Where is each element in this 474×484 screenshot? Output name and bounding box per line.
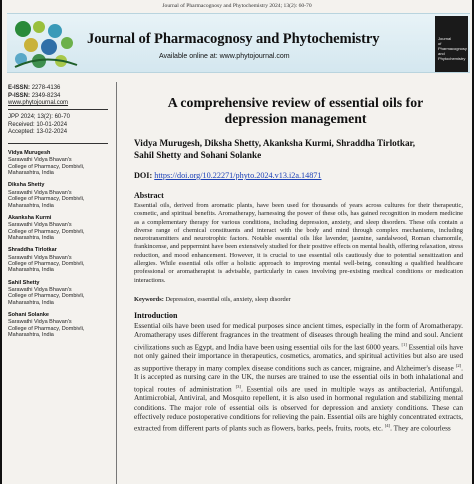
cover-text: Pharmacognosy xyxy=(438,46,467,51)
author-line: Sahil Shetty and Sohani Solanke xyxy=(134,149,262,160)
journal-cover-thumbnail xyxy=(435,16,468,72)
title-line: A comprehensive review of essential oils for xyxy=(167,95,424,110)
affiliation-line: College of Pharmacy, Dombivli, xyxy=(8,293,85,300)
author-line: Vidya Murugesh, Diksha Shetty, Akanksha Kurmi, Shraddha Tirlotkar, xyxy=(134,138,416,148)
introduction-heading: Introduction xyxy=(134,310,178,320)
affiliation-line: College of Pharmacy, Dombivli, xyxy=(8,196,85,203)
introduction-text xyxy=(134,321,463,433)
intro-text: . It is accepted as nursing care in the UK, the nurses are trained to use the essential oils in both inhalational and topical routes of administration xyxy=(134,363,463,394)
affiliation-line: Sarawathi Vidya Bhavan's xyxy=(8,254,72,261)
eissn-line xyxy=(8,85,114,93)
keywords-text: Depression, essential oils, anxiety, sleep disorder xyxy=(165,295,291,303)
abstract-heading: Abstract xyxy=(134,191,164,200)
cover-text: of xyxy=(438,41,442,46)
received-date: Received: 10-01-2024 xyxy=(8,121,68,128)
author-name: Akanksha Kurmi xyxy=(8,214,52,221)
journal-website-link[interactable]: www.phytojournal.com xyxy=(8,100,69,107)
keywords-line xyxy=(134,296,469,303)
affiliation-line: Maharashtra, India xyxy=(8,299,54,306)
meta-divider xyxy=(8,109,108,111)
abstract-text: Essential oils, derived from aromatic plants, have been used for thousands of years across cultures for their therapeutic, cosmetic, and spiritual benefits. Aromatherapy, harnessing the power of these oils, has gained recognition in modern medicine as a complementary therapy for various conditions, including depression, anxiety, and sleep disorders. These oils contain a diverse range of chemical constituents and interact with the body and mind through complex mechanisms, including neurotransmitters and neurotrophic factors. Notable essential oils like lavender, jasmine, sandalwood, Roman chamomile, frankincense, and peppermint have been extensively studied for their positive effects on mental health, offering relaxation, stress reduction, and mood enhancement. However, it is crucial to use essential oils cautiously due to potential sensitization and allergies. While essential oils offer a holistic approach to improving mental well-being, consulting a qualified healthcare professional or aromatherapist is advisable, particularly in cases involving pre-existing medical conditions or medication interactions. xyxy=(134,202,463,284)
intro-text: . Essential oils are used in multiple ways as antibacterial, Antifungal, Antimicrobial, Antiviral, and Mosquito repellent, it is also used in hormonal regulation and stabilizing mental conditions. The major role of essential oils is observed for depression and anxiety conditions. These can effectively reduce postoperative conditions for relieving the pain. Essential oils are highly concentrated extracts, extracted from different parts of plants such as flowers, barks, peels, fruits, roots, etc. xyxy=(134,384,463,433)
article-page xyxy=(2,0,472,484)
affiliation-line: Maharashtra, India xyxy=(8,332,54,339)
affiliation-line: Maharashtra, India xyxy=(8,170,54,177)
journal-url-line: Available online at: www.phytojournal.com xyxy=(159,53,290,60)
sidebar-metadata xyxy=(8,85,114,345)
intro-text: Essential oils have not only gained their importance in therapeutics, cosmetics, aromatics, and spiritual activities but also are used as supportive therapy in many complex disease conditions such as cancer, migraine, and Alzheimer's disease xyxy=(134,341,463,372)
meta-value: 2278-4136 xyxy=(31,85,61,91)
author-list xyxy=(134,138,469,161)
meta-label: E-ISSN: xyxy=(8,85,31,91)
affiliation-block xyxy=(8,247,114,273)
pissn-line xyxy=(8,93,114,101)
journal-logo-icon xyxy=(9,17,81,71)
journal-banner xyxy=(7,13,470,73)
citation-ref[interactable]: [4] xyxy=(384,423,391,429)
affiliation-line: Maharashtra, India xyxy=(8,202,54,209)
affiliation-line: Sarawathi Vidya Bhavan's xyxy=(8,319,72,326)
doi-link[interactable]: https://doi.org/10.22271/phyto.2024.v13.i2a.14871 xyxy=(154,171,322,180)
affiliation-line: Sarawathi Vidya Bhavan's xyxy=(8,157,72,164)
author-name: Diksha Shetty xyxy=(8,182,45,189)
author-name: Shraddha Tirlotkar xyxy=(8,247,57,254)
intro-text: Essential oils have been used for medical purposes since ancient times, especially in the form of Aromatherapy. Aromatherapy uses different fragrances in the treatment of diseases through healing the mind and soul. Ancient civilizations such as Egypt, and India have been using essential oils for the last 6000 years. xyxy=(134,320,463,351)
meta-divider xyxy=(8,143,108,144)
doi-line xyxy=(134,171,469,180)
author-name: Sohani Solanke xyxy=(8,312,49,319)
cover-text: Phytochemistry xyxy=(438,56,466,61)
affiliation-block xyxy=(8,215,114,241)
citation-line: JPP 2024; 13(2): 60-70 xyxy=(8,114,70,121)
author-name: Vidya Murugesh xyxy=(8,150,51,157)
keywords-label: Keywords: xyxy=(134,295,164,303)
affiliation-line: Sarawathi Vidya Bhavan's xyxy=(8,222,72,229)
affiliation-line: College of Pharmacy, Dombivli, xyxy=(8,163,85,170)
article-title xyxy=(122,95,469,126)
author-name: Sahil Shetty xyxy=(8,279,40,286)
affiliation-line: Maharashtra, India xyxy=(8,234,54,241)
affiliation-block xyxy=(8,150,114,176)
citation-ref[interactable]: [3] xyxy=(235,383,241,389)
journal-name: Journal of Pharmacognosy and Phytochemistry xyxy=(87,31,380,47)
affiliation-line: Sarawathi Vidya Bhavan's xyxy=(8,286,72,293)
running-head: Journal of Pharmacognosy and Phytochemistry 2024; 13(2): 60-70 xyxy=(162,3,312,9)
doi-label: DOI: xyxy=(134,171,153,180)
meta-label: P-ISSN: xyxy=(8,92,31,99)
column-divider xyxy=(116,82,117,484)
affiliation-line: College of Pharmacy, Dombivli, xyxy=(8,325,85,332)
affiliation-line: College of Pharmacy, Dombivli, xyxy=(8,228,85,235)
citation-ref[interactable]: [1] xyxy=(401,341,407,347)
affiliation-block xyxy=(8,280,114,306)
article-main xyxy=(122,82,469,433)
intro-text: . They are colourless xyxy=(390,423,451,433)
affiliation-line: Maharashtra, India xyxy=(8,267,54,274)
meta-value: 2349-8234 xyxy=(31,92,61,99)
cover-text: and xyxy=(438,51,445,56)
affiliation-line: College of Pharmacy, Dombivli, xyxy=(8,260,85,267)
affiliation-line: Sarawathi Vidya Bhavan's xyxy=(8,189,72,196)
accepted-date: Accepted: 13-02-2024 xyxy=(8,129,68,136)
cover-text: Journal xyxy=(438,36,452,41)
citation-ref[interactable]: [2] xyxy=(455,362,462,368)
title-line: depression management xyxy=(224,110,367,126)
affiliation-block xyxy=(8,312,114,338)
affiliation-block xyxy=(8,182,114,208)
